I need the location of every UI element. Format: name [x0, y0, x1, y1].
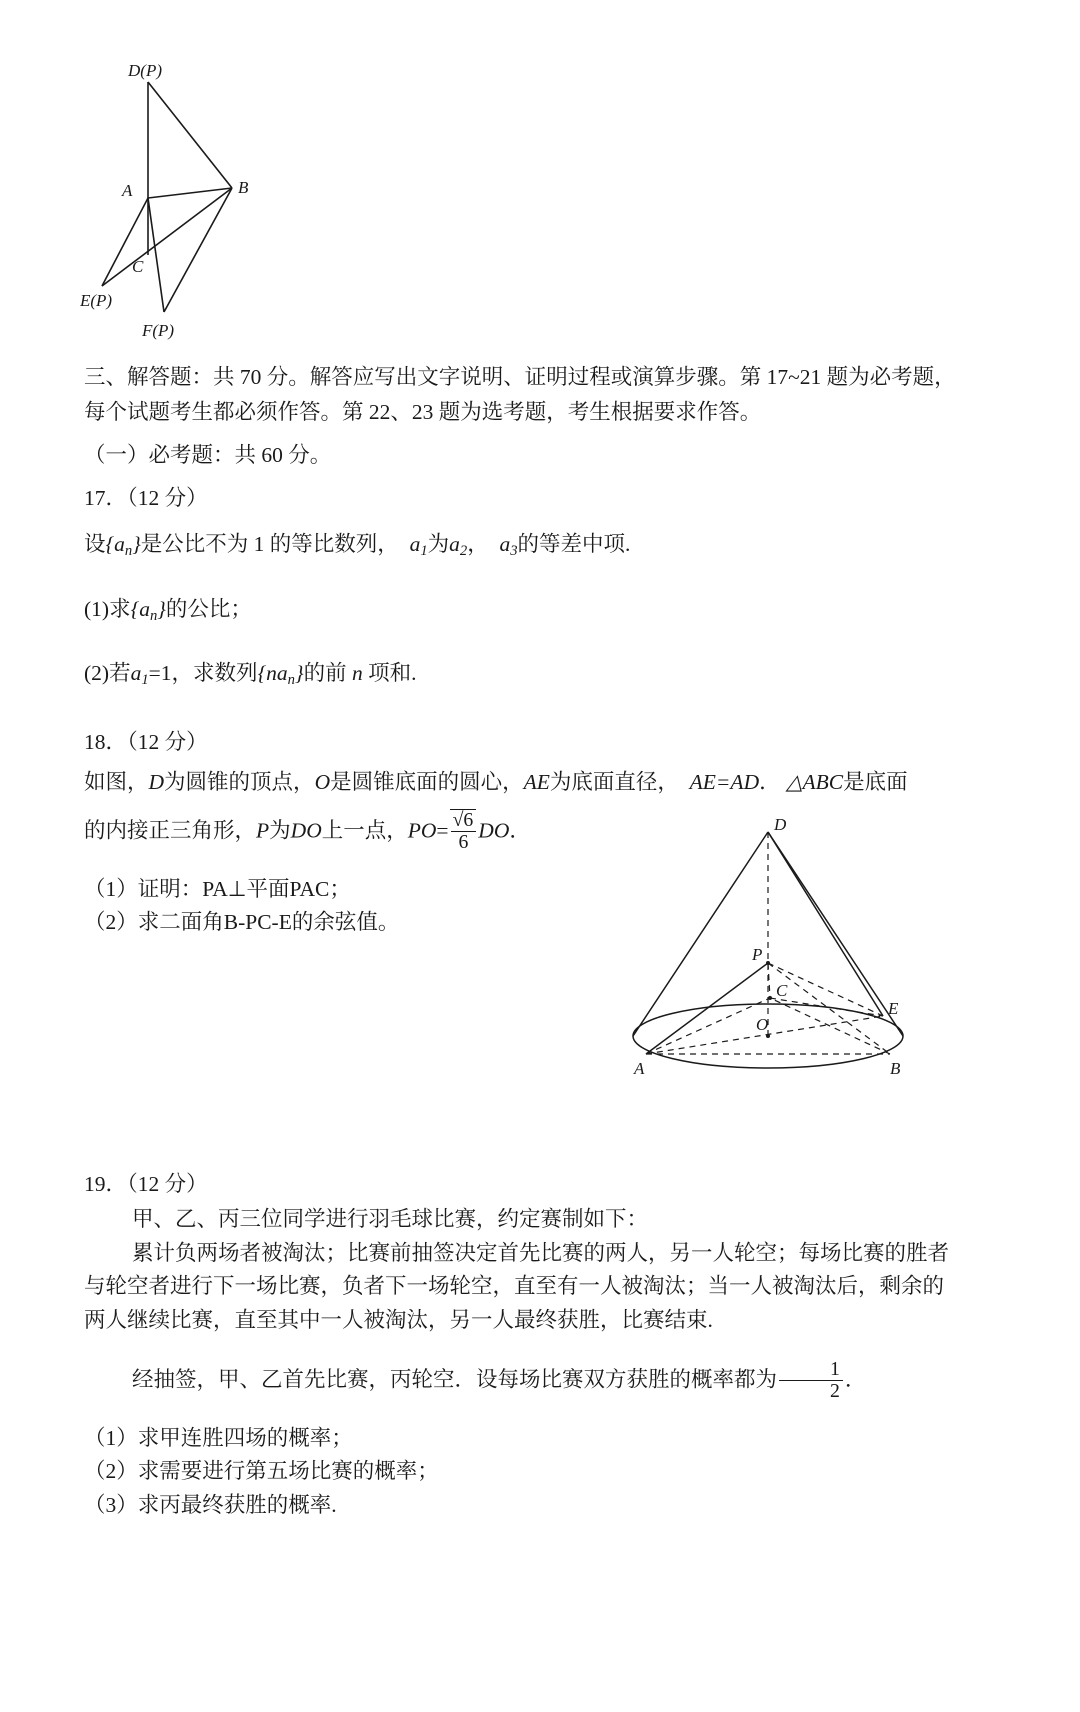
- label-E-P: E(P): [80, 291, 113, 310]
- q18-O: O: [314, 769, 331, 794]
- cone-label-B: B: [890, 1059, 901, 1078]
- q17-number: 17: [84, 486, 106, 511]
- section-heading-line2: 每个试题考生都必须作答。第 22、23 题为选考题，考生根据要求作答。: [84, 399, 762, 424]
- cone-label-P: P: [752, 945, 763, 964]
- q17-stem-mid: 是公比不为 1 的等比数列，: [140, 531, 399, 556]
- q17-p2-eq: =1: [148, 661, 172, 686]
- q19-p3-post: ．: [844, 1367, 867, 1392]
- q17-a3: $a_3$: [499, 531, 518, 560]
- q19-number: 19: [84, 1171, 106, 1196]
- label-D-P: D(P): [128, 61, 162, 80]
- q17-p2-post: 的前: [303, 661, 347, 686]
- q18-s1c: 是圆锥底面的圆心，: [330, 769, 524, 794]
- question-17-part-2: [84, 663, 996, 688]
- label-A: A: [122, 181, 133, 200]
- question-19-header: 19．（12 分）: [84, 1171, 208, 1196]
- q18-s1e: ．: [759, 769, 781, 794]
- q18-s1d: 为底面直径，: [549, 769, 679, 794]
- q18-number: 18: [84, 730, 106, 755]
- q17-p1-seq: $\{a_n\}$: [130, 596, 166, 624]
- q18-fraction: [451, 809, 477, 853]
- q18-s2d: ．: [509, 818, 531, 843]
- question-17-part-1: [84, 596, 996, 624]
- q17-p2-mid: ，求数列: [171, 661, 258, 686]
- question-17-stem: [84, 531, 996, 560]
- question-19-part-3: （3）求丙最终获胜的概率.: [84, 1492, 337, 1517]
- q18-s1a: 如图，: [84, 769, 149, 794]
- q17-p2-seq: $\{na_n\}$: [257, 661, 304, 689]
- q18-DO: DO: [290, 818, 322, 843]
- q17-stem-end: 的等差中项.: [517, 531, 631, 556]
- question-19-para2-line1: 累计负两场者被淘汰；比赛前抽签决定首先比赛的两人，另一人轮空；每场比赛的胜者: [132, 1240, 950, 1265]
- q17-p2-pre: 若: [109, 661, 131, 686]
- q17-p1-label: (1): [84, 596, 110, 621]
- cone-diagram: [618, 818, 938, 1098]
- q17-p1-post: 的公比；: [165, 596, 252, 621]
- q19-frac-num: 1: [830, 1358, 840, 1381]
- question-19-para1: 甲、乙、丙三位同学进行羽毛球比赛，约定赛制如下：: [132, 1207, 649, 1232]
- question-19-para3: [84, 1359, 996, 1402]
- question-19-part-1: （1）求甲连胜四场的概率；: [84, 1425, 353, 1450]
- q17-p2-label: (2): [84, 661, 110, 686]
- question-18-part-1: （1）证明：PA⊥平面PAC；: [84, 876, 351, 901]
- q18-frac-den: 6: [451, 831, 477, 853]
- question-19-para2-line2: 与轮空者进行下一场比赛，负者下一场轮空，直至有一人被淘汰；当一人被淘汰后，剩余的: [84, 1274, 945, 1299]
- q17-a2: $a_2$: [449, 531, 468, 560]
- cone-label-O: O: [756, 1015, 769, 1034]
- question-18-stem-line1: [84, 769, 996, 794]
- q18-D: D: [148, 769, 165, 794]
- label-C: C: [132, 257, 144, 276]
- folded-triangle-diagram: [80, 50, 400, 340]
- q19-frac-den: 2: [779, 1380, 843, 1402]
- question-17-header: 17．（12 分）: [84, 486, 208, 511]
- q17-seq: $\{a_n\}$: [105, 531, 141, 560]
- question-18-part-2: （2）求二面角B-PC-E的余弦值。: [84, 910, 400, 935]
- q17-p1-pre: 求: [109, 596, 131, 621]
- q18-AEAD: AE=AD: [689, 769, 760, 794]
- q18-P: P: [256, 818, 270, 843]
- q17-p2-n: n: [351, 661, 363, 686]
- q18-DO2: DO: [478, 818, 510, 843]
- question-19-part-2: （2）求需要进行第五场比赛的概率；: [84, 1459, 439, 1484]
- q19-score: （12 分）: [127, 1171, 208, 1196]
- q18-s2c: 上一点，: [321, 818, 408, 843]
- q17-stem-mid2: 为: [427, 531, 450, 556]
- cone-label-D: D: [774, 818, 787, 834]
- q17-stem-comma: ，: [467, 531, 489, 556]
- q18-s2a: 的内接正三角形，: [84, 818, 257, 843]
- q18-AE: AE: [523, 769, 550, 794]
- q18-eq: =: [436, 818, 449, 843]
- label-F-P: F(P): [142, 321, 175, 340]
- q17-a1: $a_1$: [409, 531, 428, 560]
- question-18-header: 18．（12 分）: [84, 730, 208, 755]
- q17-score: （12 分）: [127, 486, 208, 511]
- q18-frac-num: √6: [450, 809, 477, 831]
- q18-s2b: 为: [269, 818, 291, 843]
- q18-PO: PO: [407, 818, 437, 843]
- question-19-para2-line3: 两人继续比赛，直至其中一人被淘汰，另一人最终获胜，比赛结束.: [84, 1307, 713, 1332]
- q18-ABC: △ABC: [785, 769, 844, 794]
- cone-label-A: A: [634, 1059, 645, 1078]
- section-heading-line1: 三、解答题：共 70 分。解答应写出文字说明、证明过程或演算步骤。第 17~21 题为必考题，: [84, 365, 956, 389]
- q18-score: （12 分）: [127, 730, 208, 755]
- section-subheading: （一）必考题：共 60 分。: [84, 442, 332, 467]
- q18-s1b: 为圆锥的顶点，: [164, 769, 315, 794]
- q17-p2-a1: $a_1$: [130, 661, 149, 689]
- cone-label-C: C: [776, 981, 788, 1000]
- q18-s1f: 是底面: [843, 769, 908, 794]
- q19-probability-fraction: [779, 1359, 843, 1402]
- cone-label-E: E: [888, 999, 899, 1018]
- label-B: B: [238, 178, 249, 197]
- q17-stem-pre: 设: [84, 531, 106, 556]
- q19-p3-pre: 经抽签，甲、乙首先比赛，丙轮空．设每场比赛双方获胜的概率都为: [132, 1367, 778, 1392]
- q17-p2-post2: 项和.: [368, 661, 417, 686]
